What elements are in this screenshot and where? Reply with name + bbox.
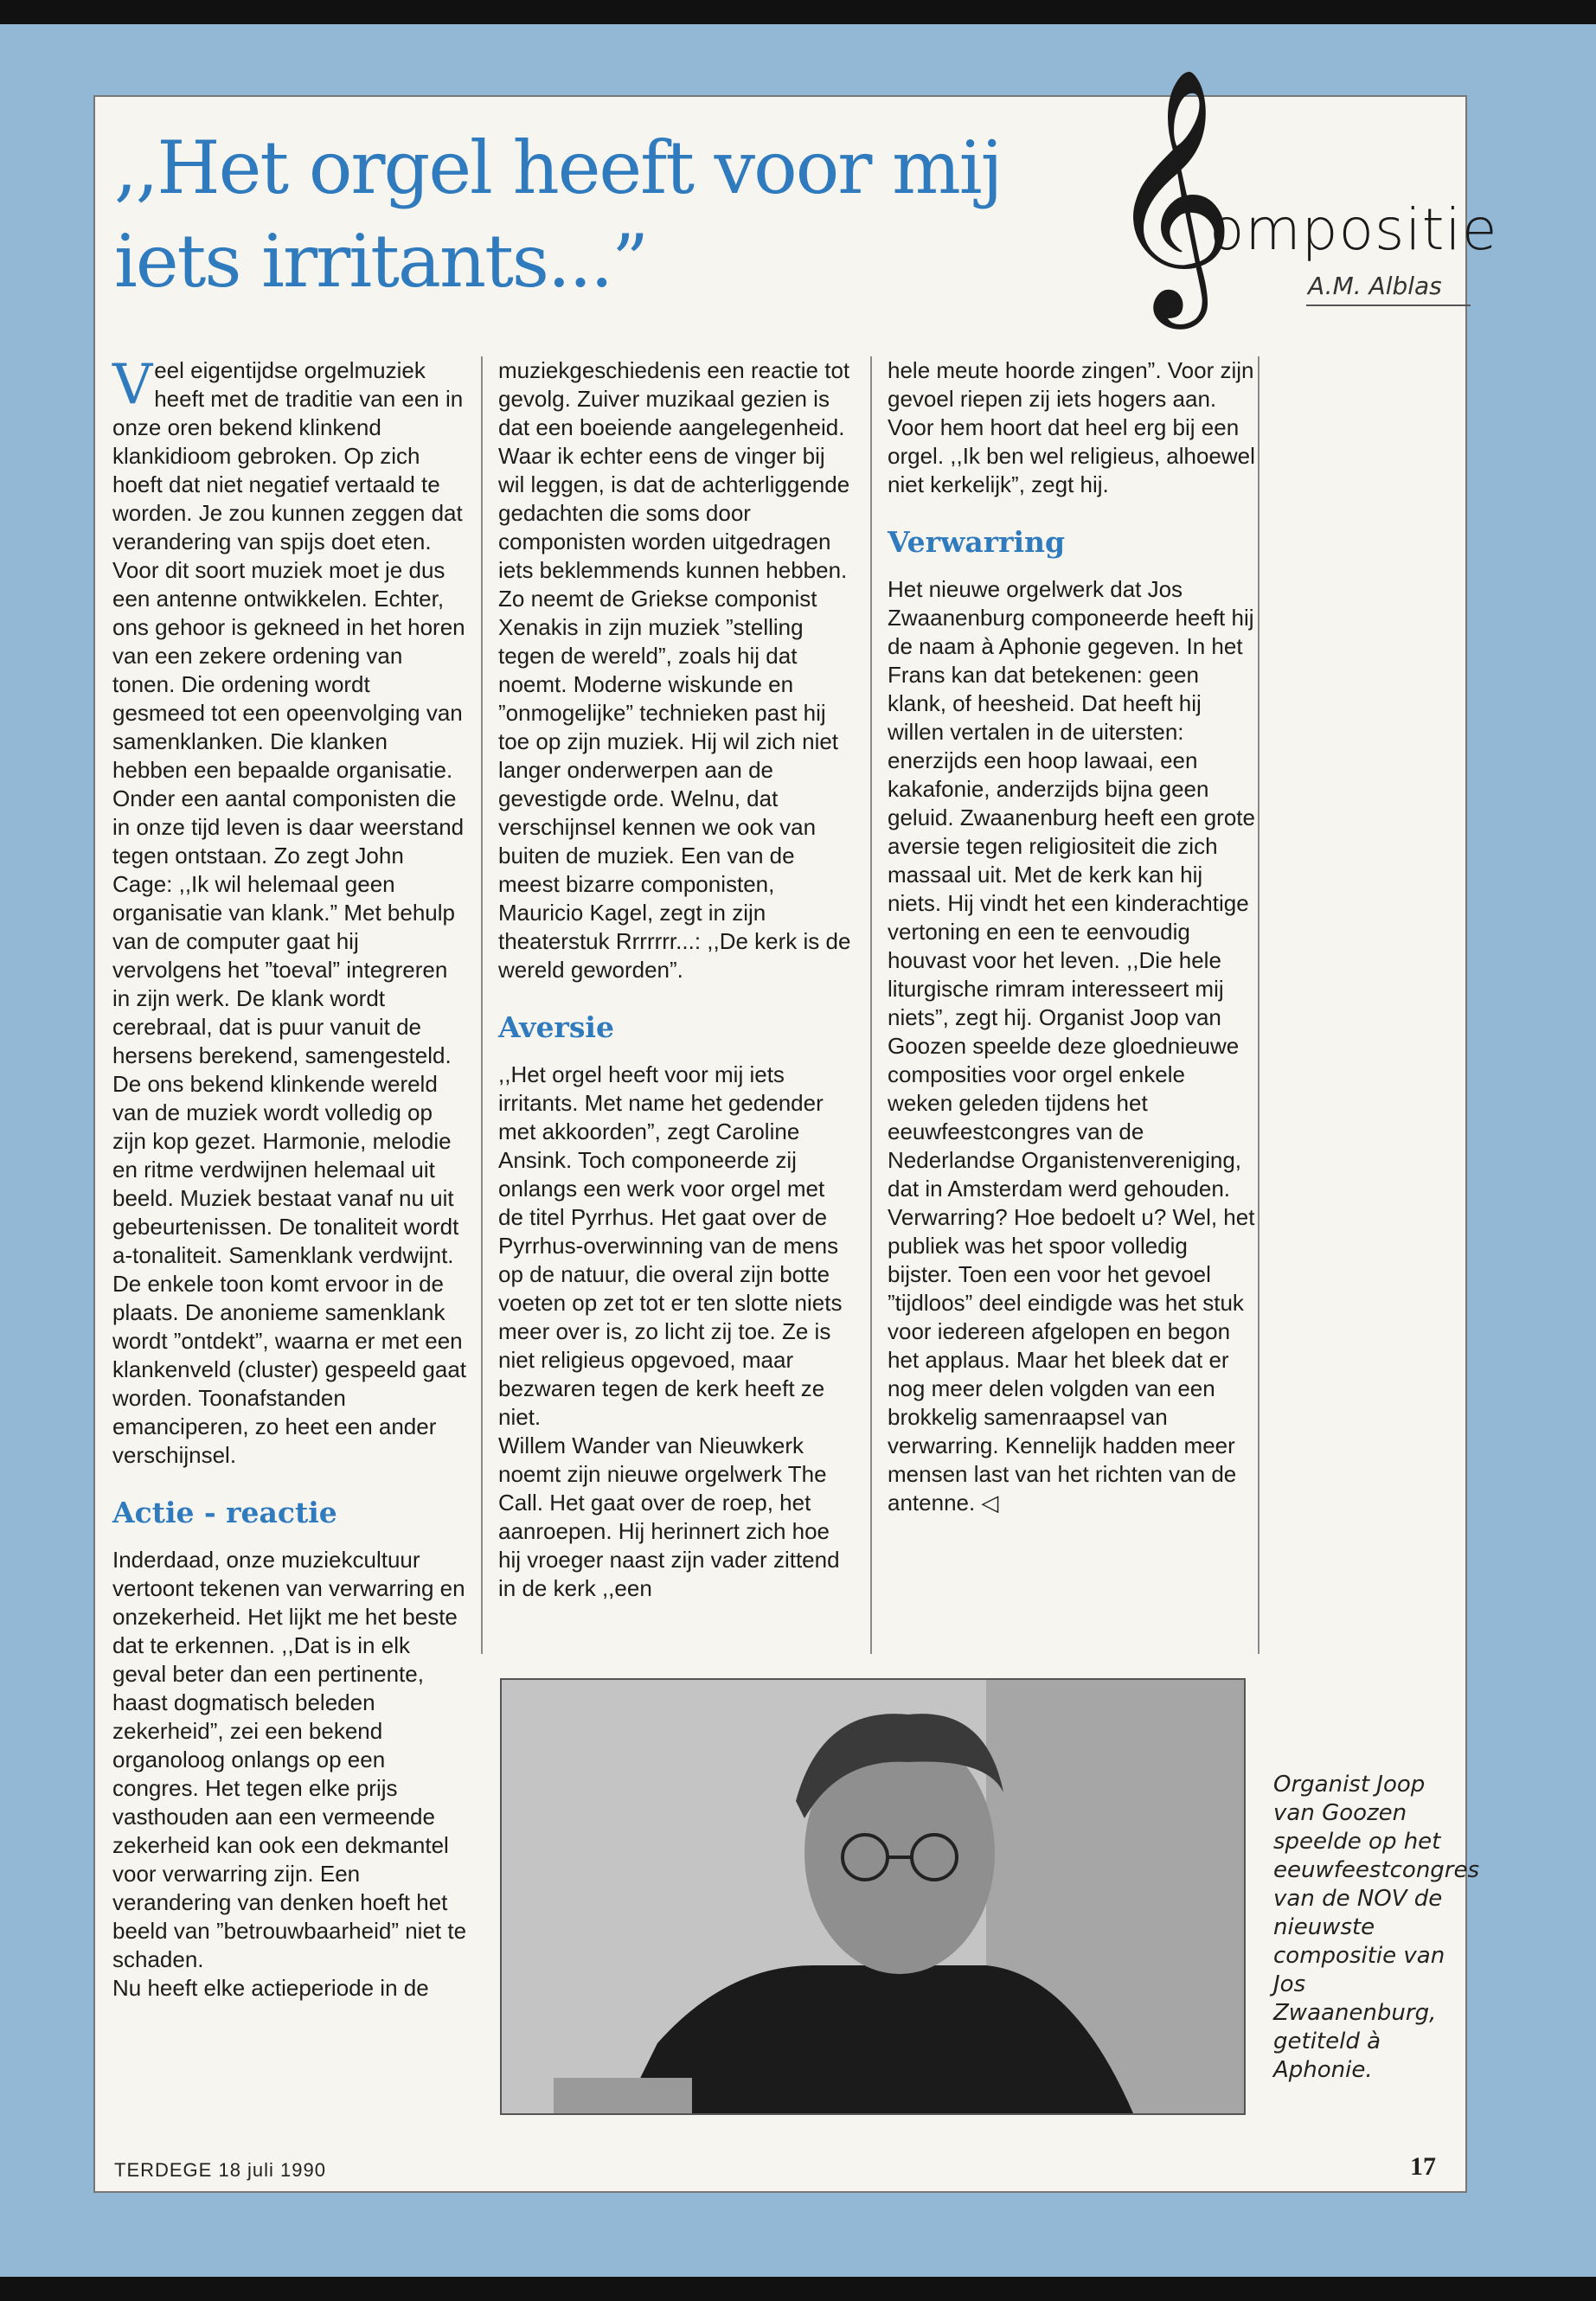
paragraph: Willem Wander van Nieuwkerk noemt zijn nieuwe orgelwerk The Call. Het gaat over de roep, het aanroepen. Hij herinnert zich hoe hij vroeger naast zijn vader zittend in de kerk ,,een <box>498 1433 840 1601</box>
article-headline <box>114 121 1048 308</box>
scan-edge-bottom <box>0 2277 1596 2301</box>
column-divider <box>1258 356 1259 1654</box>
paragraph: Veel eigentijdse orgelmuziek heeft met de traditie van een in onze oren bekend klinkend klankidioom gebroken. Op zich hoeft dat niet negatief vertaald te worden. Je zou kunnen zeggen dat verandering van spijs doet eten. Voor dit soort muziek moet je dus een antenne ontwikkelen. Echter, ons gehoor is gekneed in het horen van een zekere ordening van tonen. Die ordening wordt gesmeed tot een opeenvolging van samenklanken. Die klanken hebben een bepaalde organisatie. Onder een aantal componisten die in onze tijd leven is daar weerstand tegen ontstaan. Zo zegt John Cage: ,,Ik wil helemaal geen organisatie van klank.” Met behulp van de computer gaat hij vervolgens het ”toeval” integreren in zijn werk. De klank wordt cerebraal, dat is puur vanuit de hersens berekend, samengesteld. De ons bekend klinkende wereld van de muziek wordt volledig op zijn kop gezet. Harmonie, melodie en ritme verdwijnen helemaal uit beeld. Muziek bestaat vanaf nu uit gebeurtenissen. De tonaliteit wordt a-tonaliteit. Samenklank verdwijnt. De enkele toon komt ervoor in de plaats. De anonieme samenklank wordt ”ontdekt”, waarna er met een klankenveld (cluster) gespeeld gaat worden. Toonafstanden emanciperen, zo heet een ander verschijnsel. <box>112 353 467 1468</box>
magazine-page <box>93 66 1498 2193</box>
paragraph: Verwarring? Hoe bedoelt u? Wel, het publiek was het spoor volledig bijster. Toen een voor het gevoel ”tijdloos” deel eindigde was het stuk voor iedereen afgelopen en begon het applaus. Maar het bleek dat er nog meer delen volgden van een brokkelig samenraapsel van verwarring. Kennelijk hadden meer mensen last van het richten van de antenne. ◁ <box>888 1204 1255 1516</box>
paragraph: hele meute hoorde zingen”. Voor zijn gevoel riepen zij iets hogers aan. Voor hem hoort dat heel erg bij een orgel. ,,Ik ben wel religieus, alhoewel niet kerkelijk”, zegt hij. <box>888 357 1255 497</box>
paragraph: Het nieuwe orgelwerk dat Jos Zwaanenburg componeerde heeft hij de naam à Aphonie gegeven. In het Frans kan dat betekenen: geen klank, of heesheid. Dat heeft hij willen vertalen in de uitersten: enerzijds een hoop lawaai, een kakafonie, anderzijds bijna geen geluid. Zwaanenburg heeft een grote aversie tegen religiositeit die zich massaal uit. Met de kerk kan hij niets. Hij vindt het een kinderachtige vertoning en een te eenvoudig houvast voor het leven. ,,Die hele liturgische rimram interesseert mij niets”, zegt hij. Organist Joop van Goozen speelde deze gloednieuwe composities voor orgel enkele weken geleden tijdens het eeuwfeestcongres van de Nederlandse Organistenvereniging, dat in Amsterdam werd gehouden. <box>888 576 1255 1202</box>
drop-cap: V <box>112 353 153 417</box>
paragraph: Inderdaad, onze muziekcultuur vertoont tekenen van verwarring en onzekerheid. Het lijkt me het beste dat te erkennen. ,,Dat is in elk geval beter dan een pertinente, haast dogmatisch beleden zekerheid”, zei een bekend organoloog onlangs op een congres. Het tegen elke prijs vasthouden aan een vermeende zekerheid kan ook een dekmantel voor verwarring zijn. Een verandering van denken hoeft het beeld van ”betrouwbaarheid” niet te schaden. <box>112 1547 467 1972</box>
organist-photo <box>500 1678 1246 2115</box>
article-column-1 <box>112 353 467 2003</box>
scan-edge-top <box>0 0 1596 24</box>
organ-console-shape <box>554 2078 692 2113</box>
byline-rule <box>1306 304 1471 306</box>
section-logo <box>1107 62 1498 322</box>
page-number: 17 <box>1410 2152 1436 2181</box>
paragraph: muziekgeschiedenis een reactie tot gevolg. Zuiver muzikaal gezien is dat een boeiende aangelegenheid. Waar ik echter eens de vinger bij wil leggen, is dat de achterliggende gedachten die soms door componisten worden uitgedragen iets beklemmends kunnen hebben. Zo neemt de Griekse componist Xenakis in zijn muziek ”stelling tegen de wereld”, zoals hij dat noemt. Moderne wiskunde en ”onmogelijke” technieken past hij toe op zijn muziek. Hij wil zich niet langer onderwerpen aan de gevestigde orde. Welnu, dat verschijnsel kennen we ook van buiten de muziek. Een van de meest bizarre componisten, Mauricio Kagel, zegt in zijn theaterstuk Rrrrrrr...: ,,De kerk is de wereld geworden”. <box>498 357 851 983</box>
author-byline: A.M. Alblas <box>1308 272 1442 300</box>
column-divider <box>481 356 483 1654</box>
paragraph: ,,Het orgel heeft voor mij iets irritants. Met name het gedender met akkoorden”, zegt Caroline Ansink. Toch componeerde zij onlangs een werk voor orgel met de titel Pyrrhus. Het gaat over de Pyrrhus-overwinning van de mens op de natuur, die overal zijn botte voeten op zet tot er ten slotte niets meer over is, zo licht zij toe. Ze is niet religieus opgevoed, maar bezwaren tegen de kerk heeft ze niet. <box>498 1061 843 1430</box>
paragraph: Nu heeft elke actieperiode in de <box>112 1975 429 2001</box>
article-column-3 <box>888 356 1256 1517</box>
section-title: ompositie <box>1209 196 1498 263</box>
subheading-verwarring: Verwarring <box>888 525 1066 559</box>
subheading-aversie: Aversie <box>498 1010 614 1044</box>
photo-illustration <box>502 1680 1244 2113</box>
treble-clef-icon: 𝄞 <box>1107 66 1235 317</box>
headline-line-2: iets irritants...” <box>114 219 648 304</box>
footer-publication: TERDEGE 18 juli 1990 <box>114 2159 326 2181</box>
photo-caption: Organist Joop van Goozen speelde op het eeuwfeestcongres van de NOV de nieuwste compositie van Jos Zwaanenburg, getiteld à Aphonie. <box>1273 1772 1480 2083</box>
subheading-actie-reactie: Actie - reactie <box>112 1496 337 1529</box>
headline-line-1: ,,Het orgel heeft voor mij <box>114 125 1002 210</box>
article-column-2 <box>498 356 855 1603</box>
column-divider <box>870 356 872 1654</box>
